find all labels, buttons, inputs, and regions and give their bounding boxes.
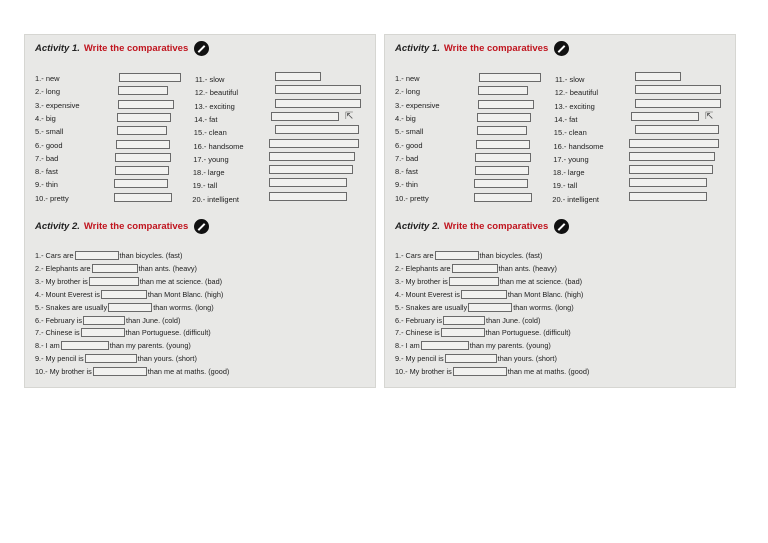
sentence-start: 7.- Chinese is: [395, 328, 440, 338]
sentence-end: than my parents. (young): [469, 341, 551, 351]
cursor-icon: ⇱: [345, 111, 354, 122]
answer-box[interactable]: [61, 341, 109, 350]
sentence-row: [395, 354, 557, 363]
answer-box[interactable]: [114, 193, 172, 202]
sentence-end: than Portuguese. (difficult): [125, 328, 211, 338]
word-item: 4.- big: [35, 113, 56, 123]
sentence-row: [35, 251, 182, 260]
sentence-end: than ants. (heavy): [498, 263, 557, 273]
sentence-start: 1.- Cars are: [395, 251, 434, 260]
sentence-row: [35, 354, 197, 363]
sentence-end: than my parents. (young): [109, 341, 191, 351]
answer-box[interactable]: [477, 113, 531, 122]
sentence-row: [35, 341, 191, 350]
word-item: 4.- big: [395, 113, 416, 123]
pencil-icon: [194, 41, 209, 56]
word-item: 3.- expensive: [35, 100, 80, 110]
answer-box[interactable]: [635, 72, 681, 81]
word-item: 11.- slow: [195, 75, 225, 84]
sentence-row: [35, 264, 197, 273]
word-item: 10.- pretty: [35, 193, 69, 203]
sentence-start: 7.- Chinese is: [35, 328, 80, 338]
answer-box[interactable]: [631, 112, 699, 121]
word-item: 16.- handsome: [553, 141, 604, 151]
answer-box[interactable]: [629, 192, 707, 201]
answer-box[interactable]: [101, 290, 147, 299]
sentence-row: [395, 328, 571, 337]
sentence-end: than yours. (short): [137, 354, 197, 364]
word-item: 2.- long: [35, 87, 61, 97]
answer-box[interactable]: [119, 73, 181, 82]
word-item: 2.- long: [395, 87, 421, 97]
answer-box[interactable]: [117, 126, 167, 135]
word-item: 9.- thin: [35, 180, 58, 190]
answer-box[interactable]: [118, 86, 168, 95]
answer-box[interactable]: [421, 341, 469, 350]
sentence-end: than worms. (long): [153, 302, 214, 312]
sentence-row: [35, 367, 229, 376]
pencil-icon: [554, 41, 569, 56]
answer-box[interactable]: [269, 165, 353, 174]
sentence-start: 2.- Elephants are: [395, 263, 451, 273]
answer-box[interactable]: [269, 139, 359, 148]
sentence-end: than yours. (short): [497, 354, 557, 364]
activity2-label: Activity 2.: [395, 221, 440, 232]
word-item: 20.- intelligent: [192, 194, 239, 204]
answer-box[interactable]: [114, 179, 168, 188]
word-item: 15.- clean: [193, 128, 227, 138]
answer-box[interactable]: [475, 166, 529, 175]
sentence-end: than me at science. (bad): [139, 276, 223, 286]
word-item: 18.- large: [192, 168, 225, 178]
sentence-start: 8.- I am: [35, 341, 60, 351]
answer-box[interactable]: [629, 139, 719, 148]
answer-box[interactable]: [453, 367, 507, 376]
word-item: 12.- beautiful: [194, 88, 239, 98]
answer-box[interactable]: [81, 328, 125, 337]
word-item: 1.- new: [395, 74, 420, 83]
answer-box[interactable]: [118, 100, 174, 109]
answer-box[interactable]: [629, 178, 707, 187]
sentence-end: than me at maths. (good): [147, 367, 230, 377]
sentence-end: than Mont Blanc. (high): [147, 289, 224, 299]
sentence-row: [35, 316, 180, 325]
sentence-end: than bicycles. (fast): [119, 251, 183, 260]
word-item: 7.- bad: [35, 153, 59, 163]
sentence-start: 2.- Elephants are: [35, 263, 91, 273]
word-item: 17.- young: [553, 154, 589, 164]
word-item: 18.- large: [552, 168, 585, 178]
activity2-title: [395, 219, 569, 234]
answer-box[interactable]: [474, 193, 532, 202]
sentence-row: [395, 277, 582, 286]
answer-box[interactable]: [474, 179, 528, 188]
word-item: 12.- beautiful: [554, 88, 599, 98]
sentence-end: than worms. (long): [513, 302, 574, 312]
answer-box[interactable]: [269, 178, 347, 187]
sentence-end: than bicycles. (fast): [479, 251, 543, 260]
sentence-start: 5.- Snakes are usually: [35, 302, 108, 312]
word-item: 8.- fast: [395, 167, 418, 177]
answer-box[interactable]: [445, 354, 497, 363]
answer-box[interactable]: [635, 125, 719, 134]
answer-box[interactable]: [269, 152, 355, 161]
sentence-end: than Portuguese. (difficult): [485, 328, 571, 338]
answer-box[interactable]: [477, 126, 527, 135]
activity2-label: Activity 2.: [35, 221, 80, 232]
activity2-instruction: Write the comparatives: [443, 221, 549, 232]
answer-box[interactable]: [116, 140, 170, 149]
sentence-end: than June. (cold): [126, 315, 181, 325]
sentence-end: than me at maths. (good): [507, 367, 590, 377]
sentence-start: 4.- Mount Everest is: [35, 289, 100, 299]
word-item: 16.- handsome: [193, 141, 244, 151]
answer-box[interactable]: [629, 152, 715, 161]
answer-box[interactable]: [635, 99, 721, 108]
activity1-label: Activity 1.: [395, 43, 440, 54]
answer-box[interactable]: [92, 264, 138, 273]
answer-box[interactable]: [478, 86, 528, 95]
answer-box[interactable]: [635, 85, 721, 94]
answer-box[interactable]: [435, 251, 479, 260]
answer-box[interactable]: [443, 316, 485, 325]
sentence-row: [395, 264, 557, 273]
activity2-instruction: Write the comparatives: [83, 221, 189, 232]
answer-box[interactable]: [449, 277, 499, 286]
word-item: 3.- expensive: [395, 100, 440, 110]
sentence-end: than me at science. (bad): [499, 276, 583, 286]
word-item: 8.- fast: [35, 167, 58, 177]
sentence-row: [395, 303, 574, 312]
sentence-start: 8.- I am: [395, 341, 420, 351]
sentence-row: [35, 303, 214, 312]
sentence-row: [35, 290, 223, 299]
sentence-start: 6.- February is: [395, 315, 443, 325]
answer-box[interactable]: [275, 99, 361, 108]
pencil-icon: [554, 219, 569, 234]
word-item: 14.- fat: [194, 114, 218, 124]
answer-box[interactable]: [271, 112, 339, 121]
activity1-title: [395, 41, 569, 56]
answer-box[interactable]: [468, 303, 512, 312]
sentence-start: 3.- My brother is: [35, 276, 88, 286]
answer-box[interactable]: [115, 166, 169, 175]
sentence-start: 10.- My brother is: [35, 367, 92, 377]
answer-box[interactable]: [452, 264, 498, 273]
answer-box[interactable]: [108, 303, 152, 312]
sentence-end: than ants. (heavy): [138, 263, 197, 273]
word-item: 10.- pretty: [395, 193, 429, 203]
sentence-row: [395, 251, 542, 260]
word-item: 13.- exciting: [554, 101, 595, 111]
word-item: 19.- tall: [552, 181, 578, 191]
sentence-start: 10.- My brother is: [395, 367, 452, 377]
sentence-start: 1.- Cars are: [35, 251, 74, 260]
sentence-row: [395, 367, 589, 376]
answer-box[interactable]: [75, 251, 119, 260]
activity1-title: [35, 41, 209, 56]
answer-box[interactable]: [629, 165, 713, 174]
sentence-end: than June. (cold): [486, 315, 541, 325]
activity2-title: [35, 219, 209, 234]
sentence-row: [35, 328, 211, 337]
worksheet-left: [24, 34, 376, 388]
word-item: 19.- tall: [192, 181, 218, 191]
answer-box[interactable]: [85, 354, 137, 363]
activity1-instruction: Write the comparatives: [443, 43, 549, 54]
answer-box[interactable]: [475, 153, 531, 162]
sentence-start: 4.- Mount Everest is: [395, 289, 460, 299]
answer-box[interactable]: [479, 73, 541, 82]
activity1-instruction: Write the comparatives: [83, 43, 189, 54]
answer-box[interactable]: [269, 192, 347, 201]
answer-box[interactable]: [476, 140, 530, 149]
sentence-start: 3.- My brother is: [395, 276, 448, 286]
activity1-label: Activity 1.: [35, 43, 80, 54]
sentence-start: 5.- Snakes are usually: [395, 302, 468, 312]
sentence-row: [395, 316, 540, 325]
pencil-icon: [194, 219, 209, 234]
answer-box[interactable]: [275, 85, 361, 94]
answer-box[interactable]: [83, 316, 125, 325]
worksheet-right: [384, 34, 736, 388]
answer-box[interactable]: [441, 328, 485, 337]
sentence-row: [35, 277, 222, 286]
word-item: 14.- fat: [554, 114, 578, 124]
answer-box[interactable]: [115, 153, 171, 162]
answer-box[interactable]: [275, 72, 321, 81]
word-item: 15.- clean: [553, 128, 587, 138]
cursor-icon: ⇱: [705, 111, 714, 122]
sentence-row: [395, 341, 551, 350]
word-item: 20.- intelligent: [552, 194, 599, 204]
word-item: 5.- small: [395, 127, 424, 137]
word-item: 13.- exciting: [194, 101, 235, 111]
word-item: 1.- new: [35, 74, 60, 83]
answer-box[interactable]: [275, 125, 359, 134]
sentence-start: 9.- My pencil is: [35, 354, 84, 364]
answer-box[interactable]: [117, 113, 171, 122]
word-item: 6.- good: [395, 140, 423, 150]
sentence-end: than Mont Blanc. (high): [507, 289, 584, 299]
word-item: 11.- slow: [555, 75, 585, 84]
word-item: 9.- thin: [395, 180, 418, 190]
word-item: 6.- good: [35, 140, 63, 150]
answer-box[interactable]: [478, 100, 534, 109]
word-item: 5.- small: [35, 127, 64, 137]
answer-box[interactable]: [93, 367, 147, 376]
sentence-start: 6.- February is: [35, 315, 83, 325]
answer-box[interactable]: [89, 277, 139, 286]
sentence-start: 9.- My pencil is: [395, 354, 444, 364]
word-item: 17.- young: [193, 154, 229, 164]
answer-box[interactable]: [461, 290, 507, 299]
sentence-row: [395, 290, 583, 299]
word-item: 7.- bad: [395, 153, 419, 163]
